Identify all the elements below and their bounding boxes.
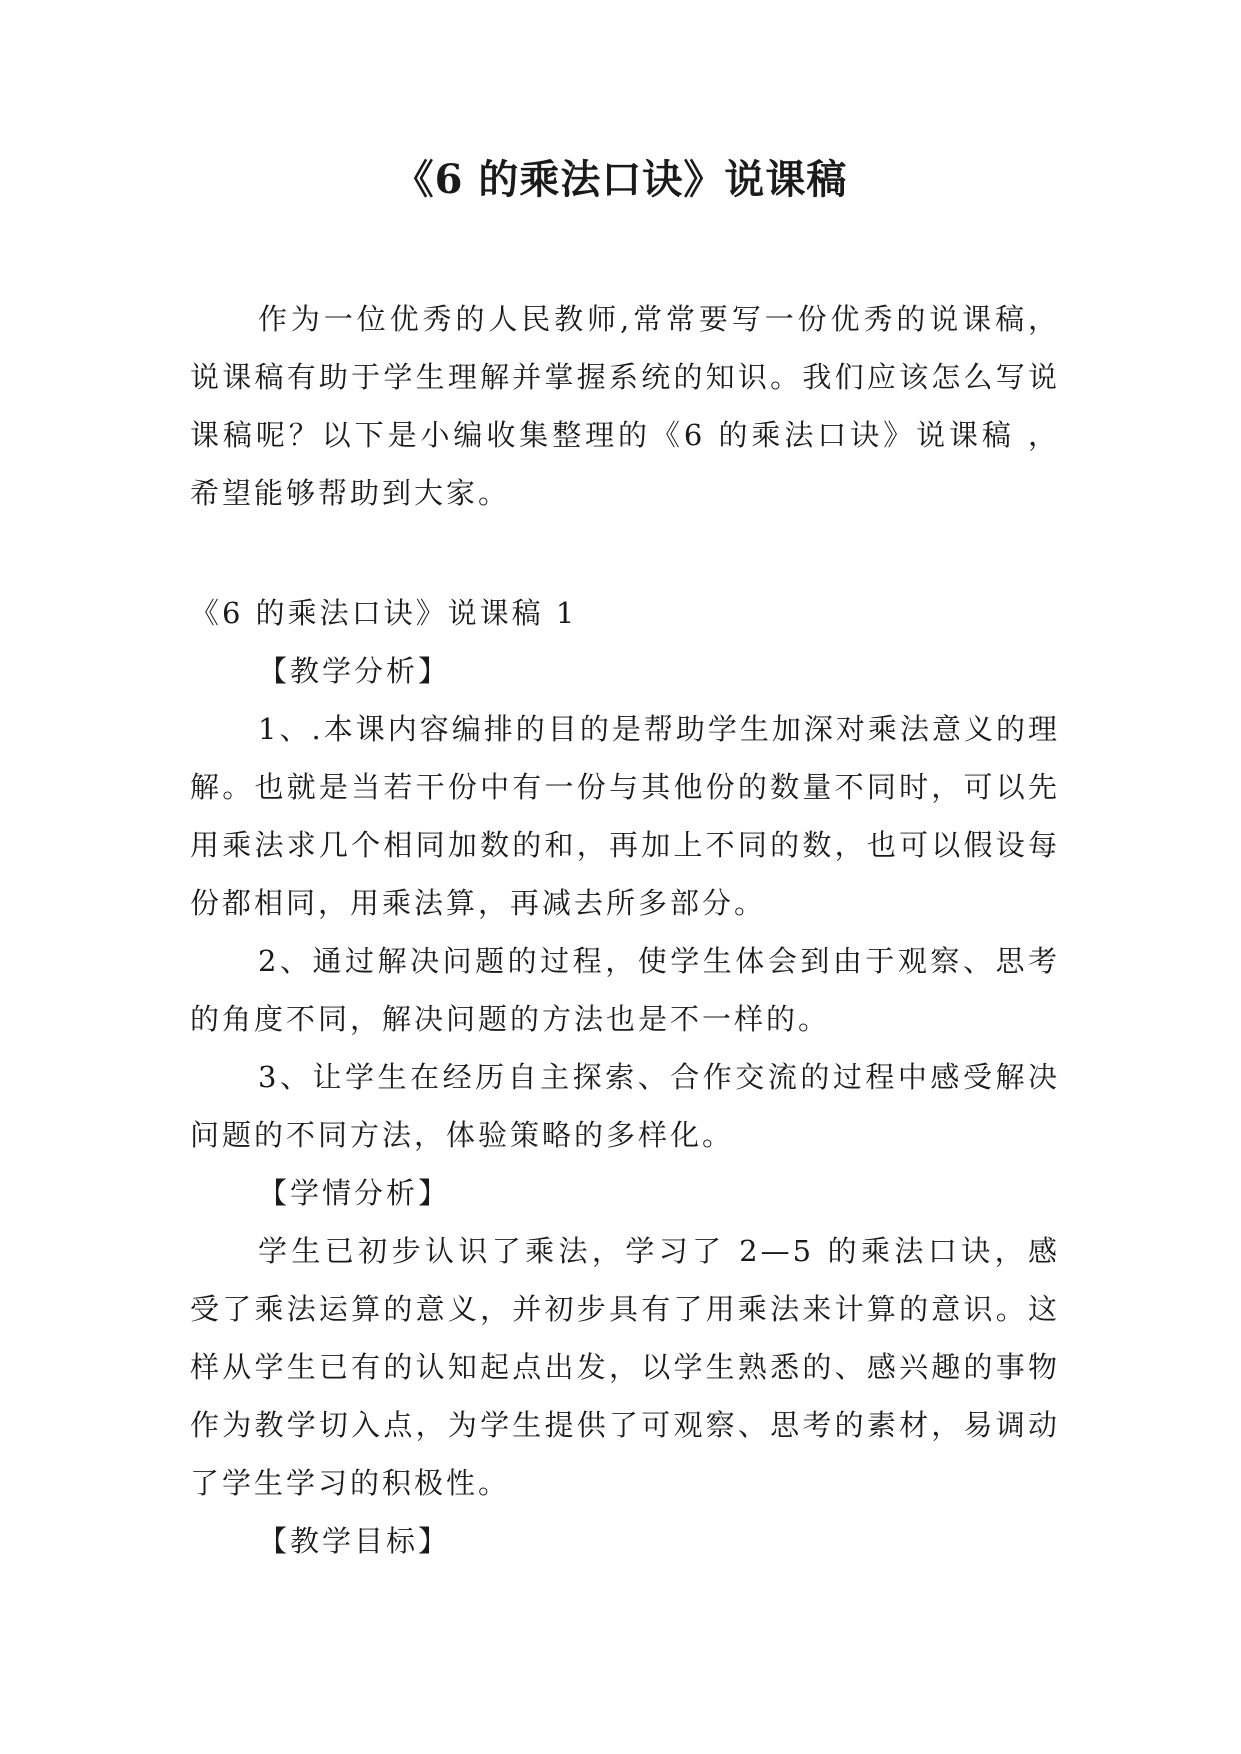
paragraph-analysis-2: 2、通过解决问题的过程，使学生体会到由于观察、思考的角度不同，解决问题的方法也是不一样的。 xyxy=(190,944,1060,1036)
intro-paragraph: 作为一位优秀的人民教师,常常要写一份优秀的说课稿，说课稿有助于学生理解并掌握系统的知识。我们应该怎么写说课稿呢？以下是小编收集整理的《6 的乘法口诀》说课稿 ，希望能够帮助到大家。 xyxy=(190,302,1060,510)
section-title: 《6 的乘法口诀》说课稿 1 xyxy=(190,596,578,630)
intro-section xyxy=(190,290,1060,522)
paragraph-student-analysis: 学生已初步认识了乘法，学习了 2—5 的乘法口诀，感受了乘法运算的意义，并初步具有了用乘法来计算的意识。这样从学生已有的认知起点出发，以学生熟悉的、感兴趣的事物作为教学切入点，为学生提供了可观察、思考的素材，易调动了学生学习的积极性。 xyxy=(190,1234,1060,1500)
main-section xyxy=(190,584,1060,1570)
document-title: 《6 的乘法口诀》说课稿 xyxy=(393,156,848,203)
section-heading-teaching-goals: 【教学目标】 xyxy=(258,1524,451,1558)
section-heading-student-analysis: 【学情分析】 xyxy=(258,1176,451,1210)
paragraph-analysis-3: 3、让学生在经历自主探索、合作交流的过程中感受解决问题的不同方法，体验策略的多样化。 xyxy=(190,1060,1060,1152)
section-heading-teaching-analysis: 【教学分析】 xyxy=(258,654,451,688)
paragraph-analysis-1: 1、.本课内容编排的目的是帮助学生加深对乘法意义的理解。也就是当若干份中有一份与其他份的数量不同时，可以先用乘法求几个相同加数的和，再加上不同的数，也可以假设每份都相同，用乘法算，再减去所多部分。 xyxy=(190,712,1060,920)
